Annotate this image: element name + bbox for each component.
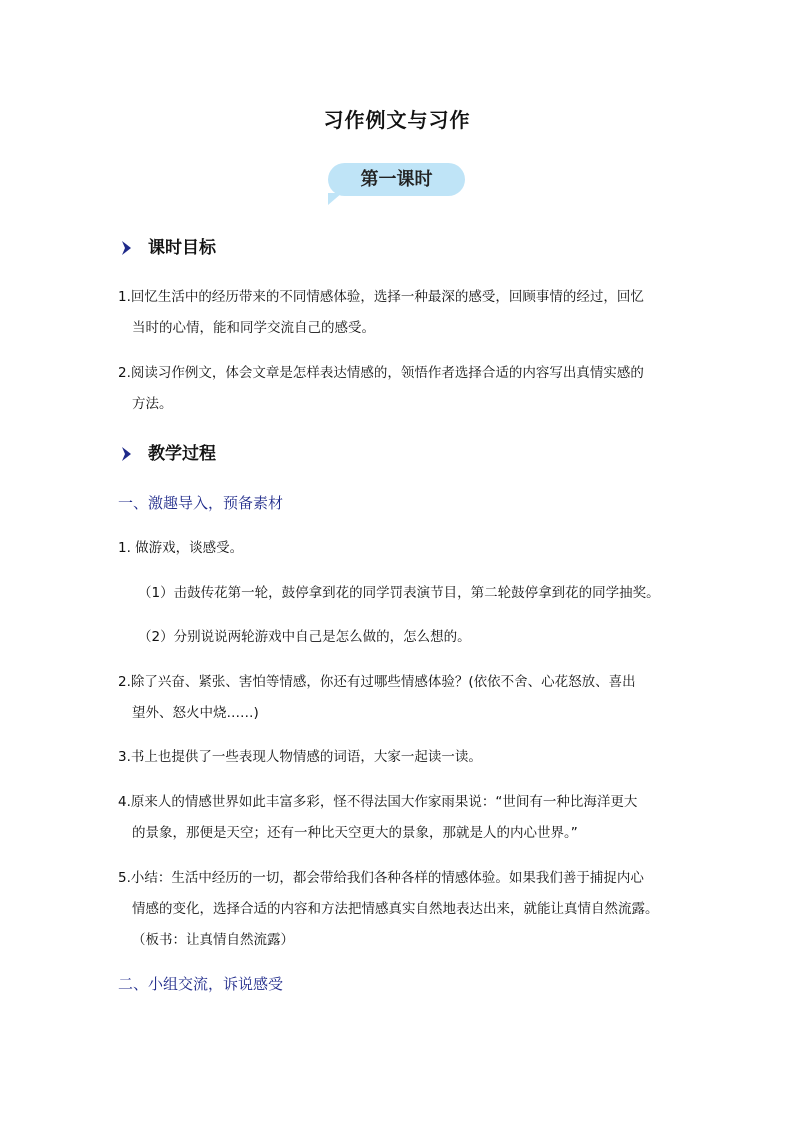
part1-item-2-line-1: 2.除了兴奋、紧张、害怕等情感，你还有过哪些情感体验？(依依不舍、心花怒放、喜出 (118, 674, 636, 690)
goals-heading-text: 课时目标 (148, 238, 216, 258)
part1-item-5 (118, 863, 678, 955)
goal-item-1-line-2: 当时的心情，能和同学交流自己的感受。 (132, 320, 375, 336)
part1-item-1-text: 1. 做游戏，谈感受。 (118, 540, 244, 556)
part1-sub-1: （1）击鼓传花第一轮，鼓停拿到花的同学罚表演节目，第二轮鼓停拿到花的同学抽奖。 (138, 585, 660, 601)
part1-item-3 (118, 742, 678, 773)
goal-item-1 (118, 282, 678, 344)
lesson-badge-label: 第一课时 (360, 169, 433, 190)
part1-item-4-line-1: 4.原来人的情感世界如此丰富多彩，怪不得法国大作家雨果说：“世间有一种比海洋更大 (118, 794, 638, 810)
goal-item-2-line-1: 2.阅读习作例文，体会文章是怎样表达情感的，领悟作者选择合适的内容写出真情实感的 (118, 365, 644, 381)
part1-heading: 一、激趣导入，预备素材 (118, 494, 284, 512)
part1-sub-2: （2）分别说说两轮游戏中自己是怎么做的，怎么想的。 (138, 629, 471, 645)
chevron-right-icon (120, 445, 134, 463)
part2-heading: 二、小组交流，诉说感受 (118, 975, 284, 993)
goal-item-2 (118, 358, 678, 420)
process-heading-text: 教学过程 (148, 444, 216, 464)
part1-item-5-line-1: 5.小结：生活中经历的一切，都会带给我们各种各样的情感体验。如果我们善于捕捉内心 (118, 870, 644, 886)
goal-item-2-line-2: 方法。 (132, 396, 173, 412)
chevron-right-icon (120, 239, 134, 257)
goal-item-1-line-1: 1.回忆生活中的经历带来的不同情感体验，选择一种最深的感受，回顾事情的经过，回忆 (118, 289, 644, 305)
part1-item-2-line-2: 望外、怒火中烧……) (132, 705, 259, 721)
page-title: 习作例文与习作 (323, 108, 471, 132)
part1-item-4 (118, 787, 678, 849)
part1-item-5-line-2: 情感的变化，选择合适的内容和方法把情感真实自然地表达出来，就能让真情自然流露。 (132, 901, 659, 917)
part1-item-5-line-3: （板书：让真情自然流露） (132, 932, 294, 948)
part1-item-1 (118, 533, 678, 564)
lesson-badge (328, 163, 465, 196)
part1-item-2 (118, 667, 678, 729)
part1-item-3-text: 3.书上也提供了一些表现人物情感的词语，大家一起读一读。 (118, 749, 482, 765)
part1-item-4-line-2: 的景象，那便是天空；还有一种比天空更大的景象，那就是人的内心世界。” (132, 825, 578, 841)
